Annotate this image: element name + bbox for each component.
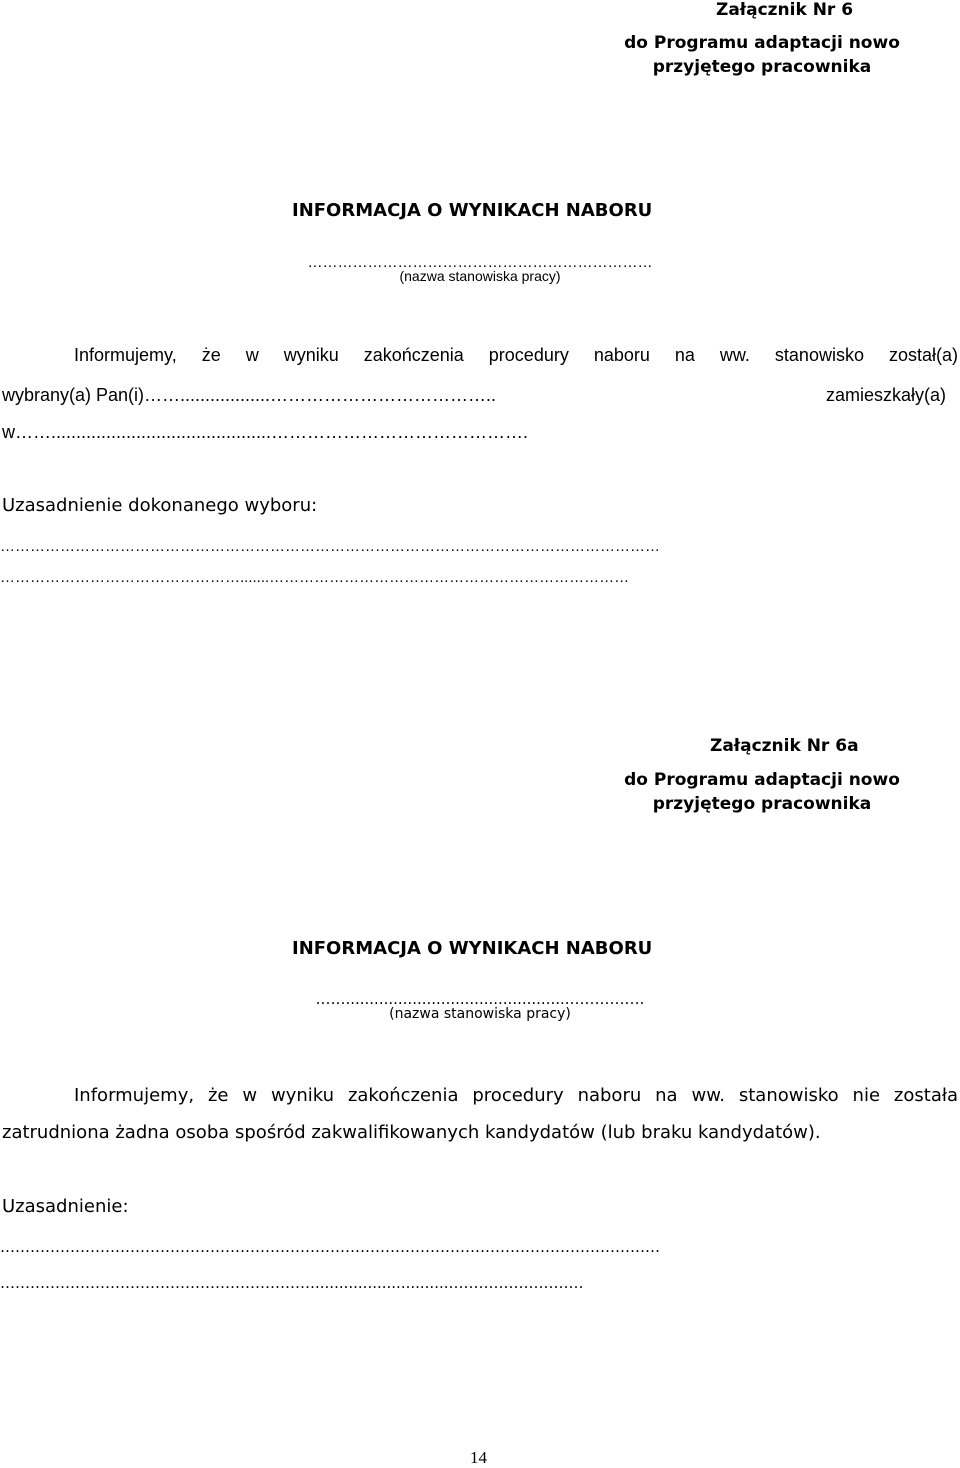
annex-6a-info-line1: Informujemy, że w wyniku zakończenia procedury naboru na ww. stanowisko nie została — [74, 1085, 958, 1106]
annex-6-justification-dots-1: …………………………………………………………………………………………………………………… — [0, 538, 660, 555]
annex-6a-subtitle — [618, 768, 906, 816]
annex-6-selected-person-line: wybrany(a) Pan(i)……..................……………………………….. — [2, 385, 497, 405]
annex-6a-justification-dots-2: ………………………………………………………............................……………………… — [0, 1274, 584, 1292]
annex-6a-subtitle-line1: do Programu adaptacji nowo — [624, 770, 900, 790]
annex-6-subtitle — [618, 31, 906, 79]
annex-6-position-caption: (nazwa stanowiska pracy) — [399, 268, 561, 284]
annex-6a-heading: INFORMACJA O WYNIKACH NABORU — [292, 938, 653, 959]
annex-6a-info-line2: zatrudniona żadna osoba spośród zakwalifikowanych kandydatów (lub braku kandydatów). — [2, 1122, 821, 1143]
annex-6-residence-line: w……............................................……………………………………. — [2, 422, 529, 442]
annex-6-info-line1: Informujemy, że w wyniku zakończenia procedury naboru na ww. stanowisko został(a) — [74, 345, 958, 365]
annex-6-subtitle-line2: przyjętego pracownika — [652, 57, 872, 77]
annex-6a-position-caption: (nazwa stanowiska pracy) — [389, 1006, 571, 1022]
annex-6-justification-dots-2: ………………………………………….......……………………………………………………………… — [0, 569, 630, 586]
annex-6a-title: Załącznik Nr 6a — [710, 736, 859, 756]
annex-6-residence-label: zamieszkały(a) — [826, 385, 947, 405]
annex-6-heading: INFORMACJA O WYNIKACH NABORU — [292, 200, 653, 221]
annex-6a-justification-label: Uzasadnienie: — [2, 1196, 129, 1217]
annex-6a-position-dots: ……...............................................…………… — [315, 990, 645, 1008]
annex-6a-justification-dots-1: …………………………………………………………………………………………………………………… — [0, 1238, 660, 1256]
annex-6-subtitle-line1: do Programu adaptacji nowo — [624, 33, 900, 53]
annex-6-justification-label: Uzasadnienie dokonanego wyboru: — [2, 495, 318, 516]
page-number: 14 — [470, 1448, 487, 1467]
annex-6-position-dots: …………………………………………………………… — [307, 254, 653, 271]
annex-6-title: Załącznik Nr 6 — [716, 0, 854, 20]
annex-6a-subtitle-line2: przyjętego pracownika — [652, 794, 872, 814]
